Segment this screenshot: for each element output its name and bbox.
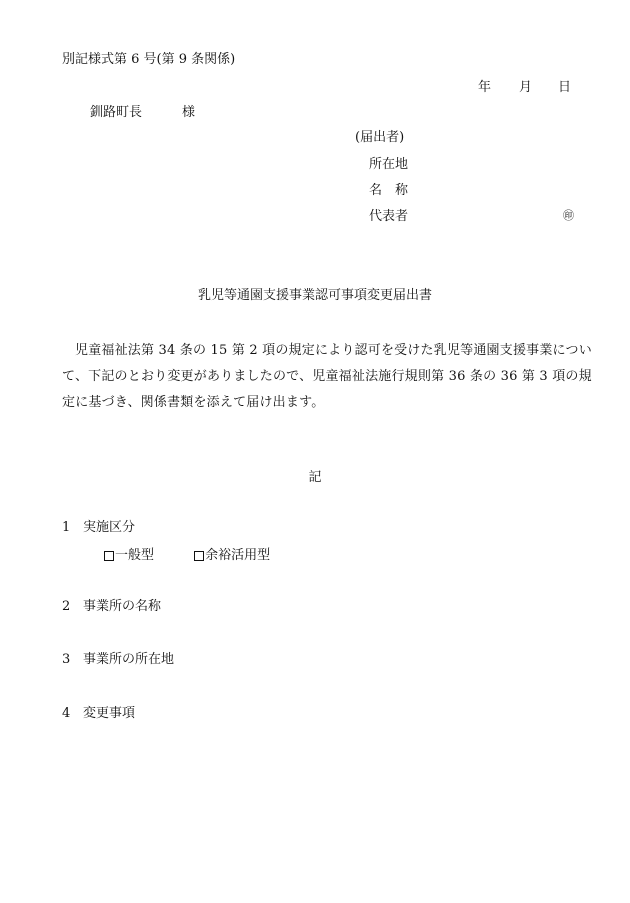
date-year-label: 年 — [478, 80, 492, 95]
seal-mark: ㊞ — [563, 209, 574, 222]
item-facility-name — [62, 599, 161, 615]
applicant-address-label: 所在地 — [369, 157, 409, 172]
form-number: 別記様式第 6 号(第 9 条関係) — [62, 52, 236, 67]
date-day-label: 日 — [558, 80, 572, 95]
addressee: 釧路町長 — [90, 105, 143, 120]
implementation-options — [104, 548, 270, 566]
applicant-name-label: 名 称 — [369, 183, 409, 198]
body-text: 児童福祉法第 34 条の 15 第 2 項の規定により認可を受けた乳児等通園支援事業について、下記のとおり変更がありましたので、児童福祉法施行規則第 36 条の 36 第 3 項の規定に基づき、関係書類を添えて届け出ます。 — [62, 343, 592, 410]
item-number: 4 — [62, 706, 71, 721]
addressee-honorific: 様 — [182, 105, 196, 120]
item-number: 2 — [62, 599, 71, 614]
applicant-heading: (届出者) — [355, 130, 405, 145]
item-facility-address — [62, 652, 174, 668]
checkbox-icon[interactable] — [194, 551, 204, 561]
applicant-representative-label: 代表者 — [369, 209, 409, 224]
item-number: 1 — [62, 520, 71, 535]
item-label: 実施区分 — [83, 520, 136, 535]
option-label: 一般型 — [115, 548, 155, 563]
option-label: 余裕活用型 — [205, 548, 271, 563]
item-implementation-category — [62, 520, 135, 536]
item-changes — [62, 706, 135, 722]
item-label: 変更事項 — [83, 706, 136, 721]
checkbox-icon[interactable] — [104, 551, 114, 561]
document-title: 乳児等通園支援事業認可事項変更届出書 — [197, 288, 432, 303]
date-month-label: 月 — [519, 80, 533, 95]
ki-heading: 記 — [308, 470, 322, 485]
option-surplus-capacity[interactable] — [194, 548, 270, 564]
item-number: 3 — [62, 652, 71, 667]
item-label: 事業所の名称 — [83, 599, 162, 614]
option-general[interactable] — [104, 548, 154, 564]
item-label: 事業所の所在地 — [83, 652, 175, 667]
